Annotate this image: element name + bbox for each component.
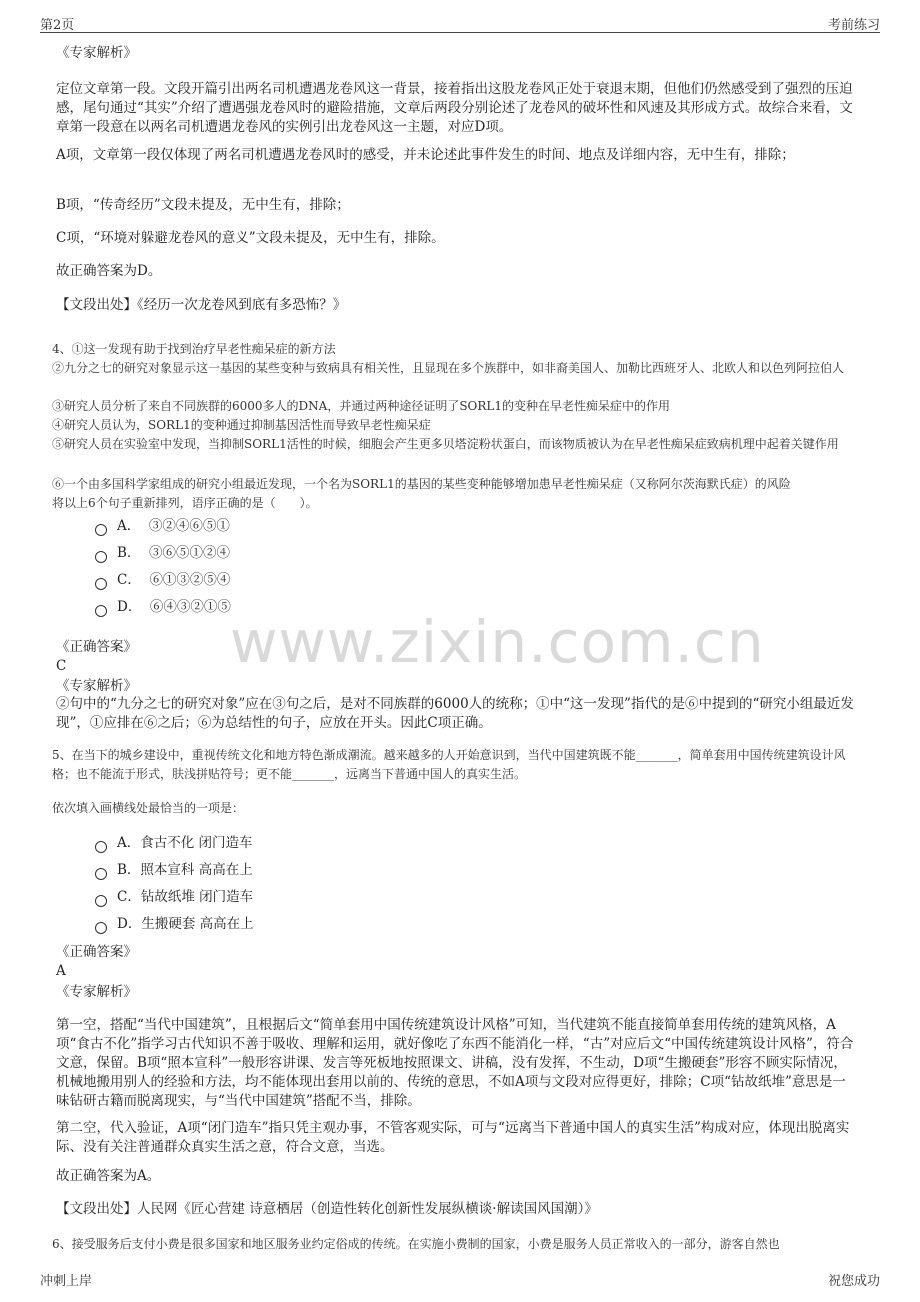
- correct-answer-label: 《正确答案》: [56, 944, 137, 960]
- q4-option-d[interactable]: D． ⑥④③②①⑤: [95, 597, 231, 617]
- radio-icon[interactable]: [95, 524, 107, 536]
- q4-option-a[interactable]: A． ③②④⑥⑤①: [95, 516, 230, 536]
- q5-conclusion: 故正确答案为A。: [56, 1168, 161, 1184]
- radio-icon[interactable]: [95, 841, 107, 853]
- q4-line-4: ④研究人员认为，SORL1的变种通过抑制基因活性而导致早老性痴呆症: [52, 418, 431, 432]
- q4-question: 将以上6个句子重新排列，语序正确的是（ ）。: [52, 496, 318, 510]
- q3-option-a-analysis: A项，文章第一段仅体现了两名司机遭遇龙卷风时的感受，并未论述此事件发生的时间、地点及详细内容，无中生有，排除；: [56, 147, 795, 163]
- q3-option-b-analysis: B项，“传奇经历”文段未提及，无中生有，排除；: [56, 197, 350, 213]
- q5-stem: 5、在当下的城乡建设中，重视传统文化和地方特色渐成潮流。越来越多的人开始意识到，当代中国建筑既不能_______，简单套用中国传统建筑设计风格；也不能流于形式，肤浅拼贴符号；更不能_______，远离当下普通中国人的真实生活。: [52, 748, 846, 781]
- q3-option-c-analysis: C项，“环境对躲避龙卷风的意义”文段未提及，无中生有，排除。: [56, 230, 445, 246]
- q4-option-c[interactable]: C． ⑥①③②⑤④: [95, 570, 230, 590]
- radio-icon[interactable]: [95, 895, 107, 907]
- header-divider: [40, 32, 880, 33]
- expert-analysis-label: 《专家解析》: [56, 45, 137, 61]
- page-number: 第2页: [40, 18, 75, 33]
- radio-icon[interactable]: [95, 868, 107, 880]
- q3-answer: 故正确答案为D。: [56, 263, 162, 279]
- q5-option-b[interactable]: B．照本宣科 高高在上: [95, 860, 253, 880]
- q4-line-3: ③研究人员分析了来自不同族群的6000多人的DNA，并通过两种途径证明了SORL1的变种在早老性痴呆症中的作用: [52, 399, 671, 413]
- q5-source: 【文段出处】人民网《匠心营建 诗意栖居（创造性转化创新性发展纵横谈·解读国风国潮）》: [56, 1201, 598, 1217]
- q4-line-1: 4、①这一发现有助于找到治疗早老性痴呆症的新方法: [52, 342, 336, 356]
- q4-line-2: ②九分之七的研究对象显示这一基因的某些变种与致病具有相关性，且显现在多个族群中，如非裔美国人、加勒比西班牙人、北欧人和以色列阿拉伯人: [52, 361, 845, 375]
- q4-line-6: ⑥一个由多国科学家组成的研究小组最近发现，一个名为SORL1的基因的某些变种能够增加患早老性痴呆症（又称阿尔茨海默氏症）的风险: [52, 477, 791, 491]
- radio-icon[interactable]: [95, 605, 107, 617]
- q5-option-d[interactable]: D．生搬硬套 高高在上: [95, 914, 254, 934]
- q5-option-a[interactable]: A．食古不化 闭门造车: [95, 833, 253, 853]
- q3-source: 【文段出处】《经历一次龙卷风到底有多恐怖？》: [56, 297, 347, 313]
- expert-analysis-label: 《专家解析》: [56, 678, 137, 694]
- q4-option-b[interactable]: B． ③⑥⑤①②④: [95, 543, 230, 563]
- q5-prompt: 依次填入画横线处最恰当的一项是：: [52, 801, 245, 815]
- radio-icon[interactable]: [95, 551, 107, 563]
- q5-analysis-first-blank: 第一空，搭配“当代中国建筑”，且根据后文“简单套用中国传统建筑设计风格”可知，当代建筑不能直接简单套用传统的建筑风格，A项“食古不化”指学习古代知识不善于吸收、理解和运用，就好像吃了东西不能消化一样，“古”对应后文“中国传统建筑设计风格”，符合文意，保留。B项“照本宣科”一般形容讲课、发言等死板地按照课文、讲稿，没有发挥，不生动，D项“生搬硬套”形容不顾实际情况，机械地搬用别人的经验和方法，均不能体现出套用以前的、传统的意思，不如A项与文段对应得更好，排除；C项“钻故纸堆”意思是一味钻研古籍而脱离现实，与“当代中国建筑”搭配不当，排除。: [56, 1017, 854, 1109]
- q5-correct-answer: A: [56, 963, 66, 979]
- q4-line-5: ⑤研究人员在实验室中发现，当抑制SORL1活性的时候，细胞会产生更多贝塔淀粉状蛋白，而该物质被认为在早老性痴呆症致病机理中起着关键作用: [52, 437, 839, 451]
- expert-analysis-label: 《专家解析》: [56, 984, 137, 1000]
- q4-analysis: ②句中的“九分之七的研究对象”应在③句之后，是对不同族群的6000人的统称；①中“这一发现”指代的是⑥中提到的“研究小组最近发现”，①应排在⑥之后；⑥为总结性的句子，应放在开头。因此C项正确。: [56, 696, 854, 731]
- q6-stem: 6、接受服务后支付小费是很多国家和地区服务业约定俗成的传统。在实施小费制的国家，小费是服务人员正常收入的一部分，游客自然也: [52, 1237, 780, 1251]
- footer-left: 冲刺上岸: [40, 1274, 93, 1289]
- q4-correct-answer: C: [56, 658, 67, 674]
- header-title: 考前练习: [827, 18, 880, 33]
- radio-icon[interactable]: [95, 922, 107, 934]
- correct-answer-label: 《正确答案》: [56, 639, 137, 655]
- watermark: www.zixin.com.cn: [230, 608, 765, 676]
- q5-analysis-second-blank: 第二空，代入验证，A项“闭门造车”指只凭主观办事，不管客观实际，可与“远离当下普通中国人的真实生活”构成对应，体现出脱离实际、没有关注普通群众真实生活之意，符合文意，当选。: [56, 1120, 850, 1155]
- q5-option-c[interactable]: C．钻故纸堆 闭门造车: [95, 887, 253, 907]
- q3-analysis: 定位文章第一段。文段开篇引出两名司机遭遇龙卷风这一背景，接着指出这股龙卷风正处于衰退末期，但他们仍然感受到了强烈的压迫感，尾句通过“其实”介绍了遭遇强龙卷风时的避险措施，文章后两段分别论述了龙卷风的破坏性和风速及其形成方式。故综合来看，文章第一段意在以两名司机遭遇龙卷风的实例引出龙卷风这一主题，对应D项。: [56, 81, 853, 135]
- footer-right: 祝您成功: [827, 1274, 880, 1289]
- radio-icon[interactable]: [95, 578, 107, 590]
